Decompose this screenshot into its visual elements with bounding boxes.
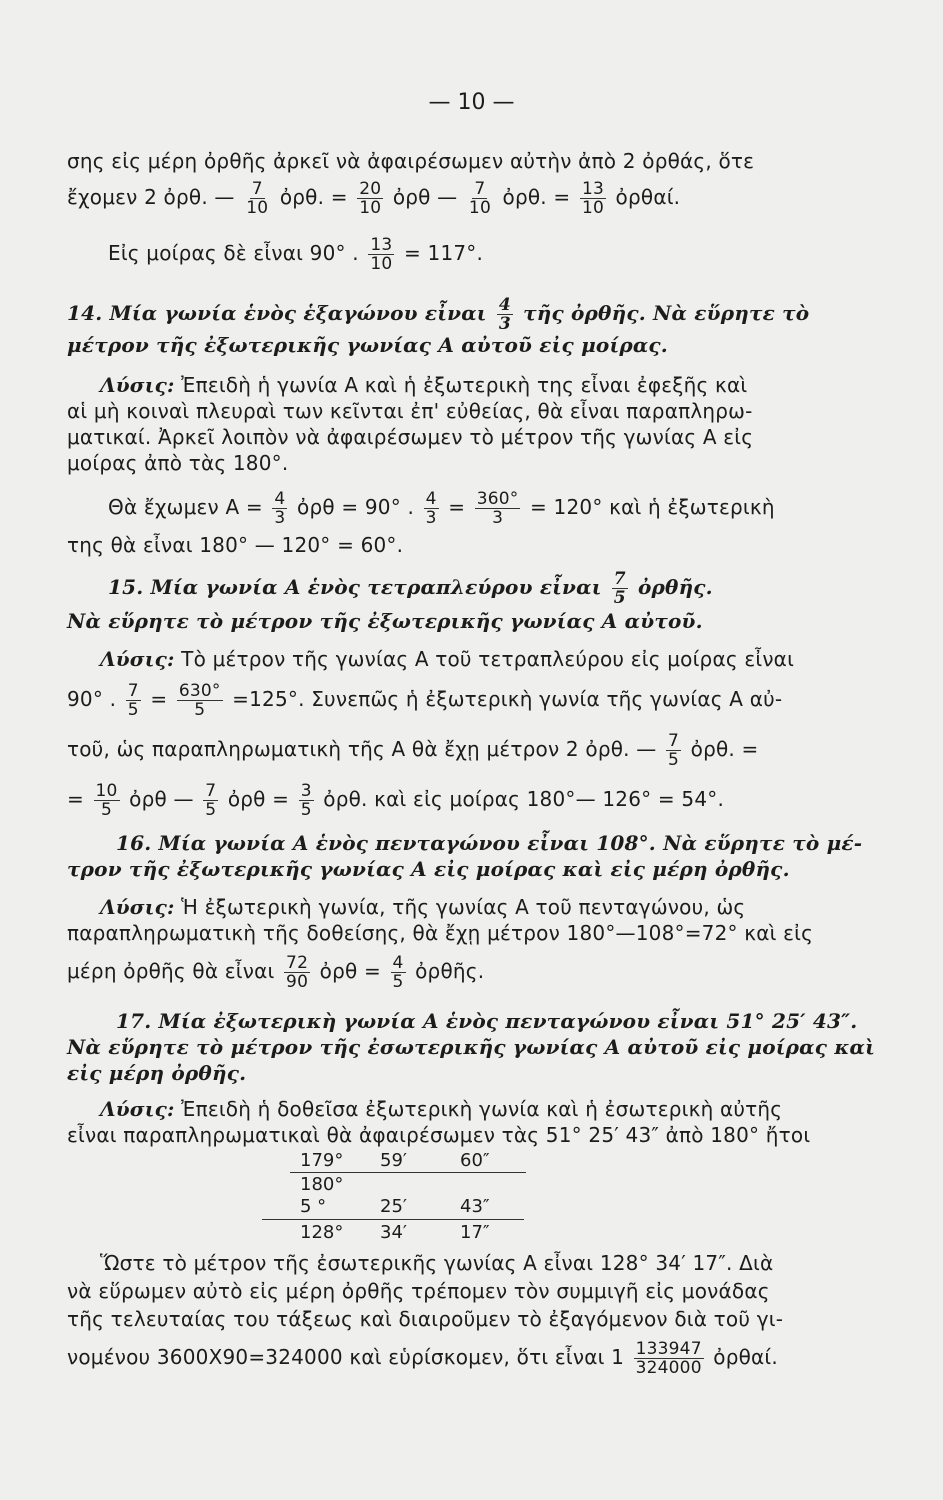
fraction-denominator: 3	[425, 508, 437, 528]
problem-17-heading-2: Νὰ εὕρητε τὸ μέτρον τῆς ἐσωτερικῆς γωνίας Α αὐτοῦ εἰς μοίρας καὶ	[67, 1035, 875, 1059]
text: 15. Μία γωνία Α ἑνὸς τετραπλεύρου εἶναι	[108, 575, 602, 599]
solution-label: Λύσις:	[100, 895, 175, 919]
calc-cell: 34′	[380, 1222, 407, 1243]
problem-17-heading: 17. Μία ἐξωτερικὴ γωνία Α ἑνὸς πενταγώνου εἶναι 51° 25′ 43″.	[116, 1009, 858, 1033]
problem-16-solution-3	[67, 954, 847, 991]
fraction-numerator: 10	[95, 781, 118, 801]
problem-15-solution-3	[67, 732, 847, 769]
fraction-denominator: 10	[468, 198, 491, 218]
fraction-denominator: 10	[370, 254, 393, 274]
fraction-denominator: 5	[392, 972, 404, 992]
calc-cell: 179°	[300, 1150, 344, 1171]
text: τοῦ, ὡς παραπληρωματικὴ τῆς Α θὰ ἔχῃ μέτρον 2 ὀρθ. —	[67, 737, 657, 761]
fraction-denominator: 10	[359, 198, 382, 218]
fraction-denominator: 3	[274, 508, 286, 528]
fraction-numerator: 4	[392, 953, 404, 973]
fraction-denominator: 5	[127, 700, 139, 720]
text: μέρη ὀρθῆς θὰ εἶναι	[67, 959, 275, 983]
calc-row-3	[300, 1196, 540, 1218]
fraction-denominator: 5	[668, 750, 680, 770]
calc-cell: 43″	[460, 1196, 490, 1217]
calc-cell: 128°	[300, 1222, 344, 1243]
fraction	[272, 490, 287, 527]
fraction-numerator: 72	[286, 953, 309, 973]
text: ὀρθῆς.	[415, 959, 485, 983]
problem-15-heading	[108, 570, 888, 607]
text: =	[150, 687, 168, 711]
page-number: — 10 —	[428, 90, 515, 115]
problem-15-heading-2: Νὰ εὕρητε τὸ μέτρον τῆς ἐξωτερικῆς γωνίας Α αὐτοῦ.	[67, 609, 703, 633]
problem-16-heading-2: τρον τῆς ἐξωτερικῆς γωνίας Α εἰς μοίρας καὶ εἰς μέρη ὀρθῆς.	[67, 857, 790, 881]
fraction-numerator: 20	[359, 179, 382, 199]
solution-label: Λύσις:	[100, 1097, 175, 1121]
fraction-denominator: 10	[246, 198, 269, 218]
text: ὀρθ. =	[690, 737, 759, 761]
fraction	[497, 296, 513, 333]
fraction-numerator: 7	[127, 681, 139, 701]
fraction	[177, 682, 223, 719]
fraction	[467, 180, 493, 217]
fraction-denominator: 3	[492, 508, 504, 528]
fraction-numerator: 4	[274, 489, 286, 509]
problem-14-solution-4: μοίρας ἀπὸ τὰς 180°.	[67, 451, 289, 475]
problem-15-solution-2	[67, 682, 847, 719]
calc-cell: 25′	[380, 1196, 407, 1217]
text: ἔχομεν 2 ὀρθ. —	[67, 185, 235, 209]
fraction-denominator: 5	[300, 800, 312, 820]
fraction	[424, 490, 439, 527]
text: ὀρθ —	[129, 787, 194, 811]
text: = 117°.	[404, 241, 484, 265]
fraction-denominator: 5	[613, 588, 626, 608]
text: Ἐπειδὴ ἡ γωνία Α καὶ ἡ ἐξωτερικὴ της εἶναι ἐφεξῆς καὶ	[181, 373, 748, 397]
calc-cell: 60″	[460, 1150, 490, 1171]
problem-14-heading-2: μέτρον τῆς ἐξωτερικῆς γωνίας Α αὐτοῦ εἰς μοίρας.	[67, 333, 668, 357]
fraction	[634, 1340, 704, 1377]
solution-label: Λύσις:	[100, 647, 175, 671]
problem-17-heading-3: εἰς μέρη ὀρθῆς.	[67, 1061, 247, 1085]
text: =	[448, 495, 466, 519]
text: νομένου 3600Χ90=324000 καὶ εὑρίσκομεν, ὅτι εἶναι 1	[67, 1345, 625, 1369]
problem-17-solution-2: εἶναι παραπληρωματικαὶ θὰ ἀφαιρέσωμεν τὰς 51° 25′ 43″ ἀπὸ 180° ἤτοι	[67, 1123, 811, 1147]
text: =	[67, 787, 84, 811]
calc-rule	[262, 1219, 524, 1220]
text: =125°. Συνεπῶς ἡ ἐξωτερικὴ γωνία τῆς γωνίας Α αὐ-	[232, 687, 783, 711]
text: Θὰ ἔχωμεν Α =	[108, 495, 263, 519]
text: Ἡ ἐξωτερικὴ γωνία, τῆς γωνίας Α τοῦ πενταγώνου, ὡς	[181, 895, 746, 919]
text: τῆς ὀρθῆς. Νὰ εὕρητε τὸ	[523, 301, 810, 325]
fraction-denominator: 90	[286, 972, 309, 992]
problem-14-solution-3: ματικαί. Ἀρκεῖ λοιπὸν νὰ ἀφαιρέσωμεν τὸ μέτρον τῆς γωνίας Α εἰς	[67, 425, 754, 449]
text: Ἐπειδὴ ἡ δοθεῖσα ἐξωτερικὴ γωνία καὶ ἡ ἐσωτερικὴ αὐτῆς	[181, 1097, 783, 1121]
intro-line-2	[67, 180, 847, 217]
conclusion-line-1: Ὥστε τὸ μέτρον τῆς ἐσωτερικῆς γωνίας Α εἶναι 128° 34′ 17″. Διὰ	[100, 1251, 774, 1275]
problem-16-heading: 16. Μία γωνία Α ἑνὸς πενταγώνου εἶναι 108°. Νὰ εὕρητε τὸ μέ-	[116, 831, 863, 855]
fraction-numerator: 13	[581, 179, 604, 199]
fraction-denominator: 10	[581, 198, 604, 218]
text: Εἰς μοίρας δὲ εἶναι 90° .	[108, 241, 359, 265]
conclusion-line-3: τῆς τελευταίας του τάξεως καὶ διαιροῦμεν τὸ ἐξαγόμενον διὰ τοῦ γι-	[67, 1307, 784, 1331]
fraction	[612, 570, 628, 607]
fraction-numerator: 7	[474, 179, 486, 199]
fraction-numerator: 7	[668, 731, 680, 751]
calc-row-4	[300, 1222, 540, 1244]
text: ὀρθ. καὶ εἰς μοίρας 180°— 126° = 54°.	[323, 787, 725, 811]
conclusion-line-2: νὰ εὕρωμεν αὐτὸ εἰς μέρη ὀρθῆς τρέπομεν τὸν συμμιγῆ εἰς μονάδας	[67, 1279, 770, 1303]
fraction-numerator: 630°	[178, 681, 221, 701]
fraction-numerator: 360°	[476, 489, 519, 509]
calc-rule	[290, 1172, 526, 1173]
text: ὀρθ —	[392, 185, 458, 209]
fraction	[368, 236, 394, 273]
fraction-numerator: 3	[300, 781, 312, 801]
problem-14-solution-6: της θὰ εἶναι 180° — 120° = 60°.	[67, 533, 404, 557]
fraction	[94, 782, 120, 819]
problem-14-solution-5	[108, 490, 888, 527]
problem-14-solution-2: αἱ μὴ κοιναὶ πλευραὶ των κεῖνται ἐπ' εὐθείας, θὰ εἶναι παραπληρω-	[67, 399, 753, 423]
problem-17-solution-1	[100, 1096, 880, 1122]
text: ὀρθαί.	[615, 185, 681, 209]
text: 14. Μία γωνία ἑνὸς ἑξαγώνου εἶναι	[67, 301, 487, 325]
problem-16-solution-1	[100, 894, 880, 920]
fraction-denominator: 3	[498, 314, 511, 334]
text: ὀρθ = 90° .	[297, 495, 415, 519]
text: ὀρθαί.	[713, 1345, 778, 1369]
intro-line-1: σης εἰς μέρη ὀρθῆς ἀρκεῖ νὰ ἀφαιρέσωμεν αὐτὴν ἀπὸ 2 ὀρθάς, ὅτε	[67, 149, 755, 173]
text: ὀρθ =	[227, 787, 290, 811]
text: = 120° καὶ ἡ ἐξωτερικὴ	[530, 495, 775, 519]
calc-cell: 59′	[380, 1150, 407, 1171]
text: Τὸ μέτρον τῆς γωνίας Α τοῦ τετραπλεύρου εἰς μοίρας εἶναι	[181, 647, 795, 671]
fraction	[244, 180, 270, 217]
fraction	[475, 490, 521, 527]
fraction-numerator: 7	[251, 179, 263, 199]
problem-14-solution-1	[100, 372, 880, 398]
fraction-numerator: 133947	[635, 1339, 702, 1359]
fraction-numerator: 4	[498, 295, 511, 315]
fraction	[580, 180, 606, 217]
fraction	[357, 180, 383, 217]
calc-row-1	[300, 1150, 540, 1172]
fraction-denominator: 5	[194, 700, 206, 720]
fraction-numerator: 7	[205, 781, 217, 801]
fraction-denominator: 5	[101, 800, 113, 820]
calc-row-2	[300, 1174, 540, 1196]
fraction-numerator: 4	[425, 489, 437, 509]
fraction-numerator: 13	[370, 235, 393, 255]
fraction	[284, 954, 310, 991]
fraction-denominator: 324000	[635, 1358, 702, 1378]
text: ὀρθῆς.	[637, 575, 713, 599]
problem-15-solution-4	[67, 782, 847, 819]
calc-cell: 5 °	[300, 1196, 327, 1217]
text: ὀρθ. =	[502, 185, 571, 209]
calc-cell: 17″	[460, 1222, 490, 1243]
solution-label: Λύσις:	[100, 373, 175, 397]
fraction-denominator: 5	[205, 800, 217, 820]
calc-cell: 180°	[300, 1174, 344, 1195]
fraction	[299, 782, 314, 819]
text: ὀρθ =	[319, 959, 381, 983]
problem-15-solution-1	[100, 646, 880, 672]
text: 90° .	[67, 687, 117, 711]
fraction	[391, 954, 406, 991]
fraction-numerator: 7	[613, 569, 626, 589]
problem-16-solution-2: παραπληρωματικὴ τῆς δοθείσης, θὰ ἔχῃ μέτρον 180°—108°=72° καὶ εἰς	[67, 921, 814, 945]
intro-line-3	[108, 236, 888, 273]
fraction	[203, 782, 218, 819]
fraction	[666, 732, 681, 769]
fraction	[126, 682, 141, 719]
conclusion-line-4	[67, 1340, 847, 1377]
text: ὀρθ. =	[279, 185, 348, 209]
problem-14-heading	[67, 296, 847, 333]
